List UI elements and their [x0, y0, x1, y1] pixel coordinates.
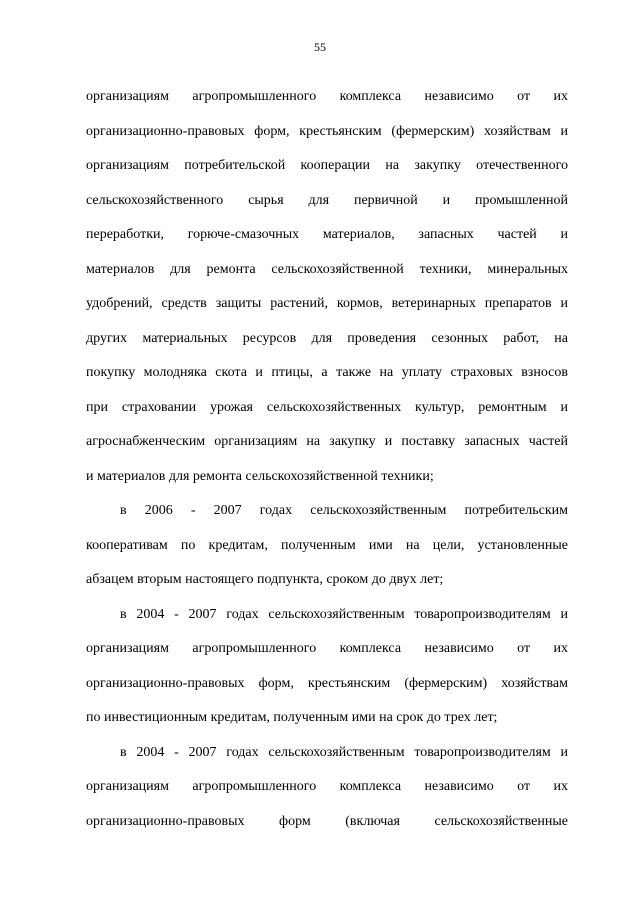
- text-line: материалов для ремонта сельскохозяйственной техники, минеральных: [86, 261, 568, 277]
- text-line: в 2004 - 2007 годах сельскохозяйственным товаропроизводителям и: [120, 744, 568, 760]
- text-line: абзацем вторым настоящего подпункта, сроком до двух лет;: [86, 572, 444, 587]
- text-line: в 2006 - 2007 годах сельскохозяйственным потребительским: [120, 503, 568, 518]
- text-line: сельскохозяйственного сырья для первичной и промышленной: [86, 192, 568, 208]
- text-line: в 2004 - 2007 годах сельскохозяйственным товаропроизводителям и: [120, 606, 568, 622]
- text-line: покупку молодняка скота и птицы, а также на уплату страховых взносов: [86, 365, 568, 380]
- text-line: по инвестиционным кредитам, полученным ими на срок до трех лет;: [86, 710, 498, 725]
- text-line: и материалов для ремонта сельскохозяйственной техники;: [86, 468, 434, 484]
- text-line: организациям агропромышленного комплекса независимо от их: [86, 89, 568, 104]
- text-line: переработки, горюче-смазочных материалов, запасных частей и: [86, 227, 568, 242]
- text-line: организациям потребительской кооперации на закупку отечественного: [86, 158, 568, 173]
- text-line: удобрений, средств защиты растений, кормов, ветеринарных препаратов и: [86, 296, 568, 311]
- text-line: организационно-правовых форм (включая сельскохозяйственные: [86, 813, 568, 829]
- text-line: организациям агропромышленного комплекса независимо от их: [86, 779, 568, 794]
- body-text: [86, 80, 568, 839]
- text-line: кооперативам по кредитам, полученным ими на цели, установленные: [86, 537, 568, 553]
- text-line: агроснабженческим организациям на закупку и поставку запасных частей: [86, 434, 568, 449]
- text-line: при страховании урожая сельскохозяйственных культур, ремонтным и: [86, 399, 568, 415]
- text-line: других материальных ресурсов для проведения сезонных работ, на: [86, 330, 568, 346]
- text-line: организациям агропромышленного комплекса независимо от их: [86, 641, 568, 656]
- page-number: 55: [314, 40, 326, 54]
- text-line: организационно-правовых форм, крестьянским (фермерским) хозяйствам и: [86, 123, 568, 139]
- text-line: организационно-правовых форм, крестьянским (фермерским) хозяйствам: [86, 675, 568, 691]
